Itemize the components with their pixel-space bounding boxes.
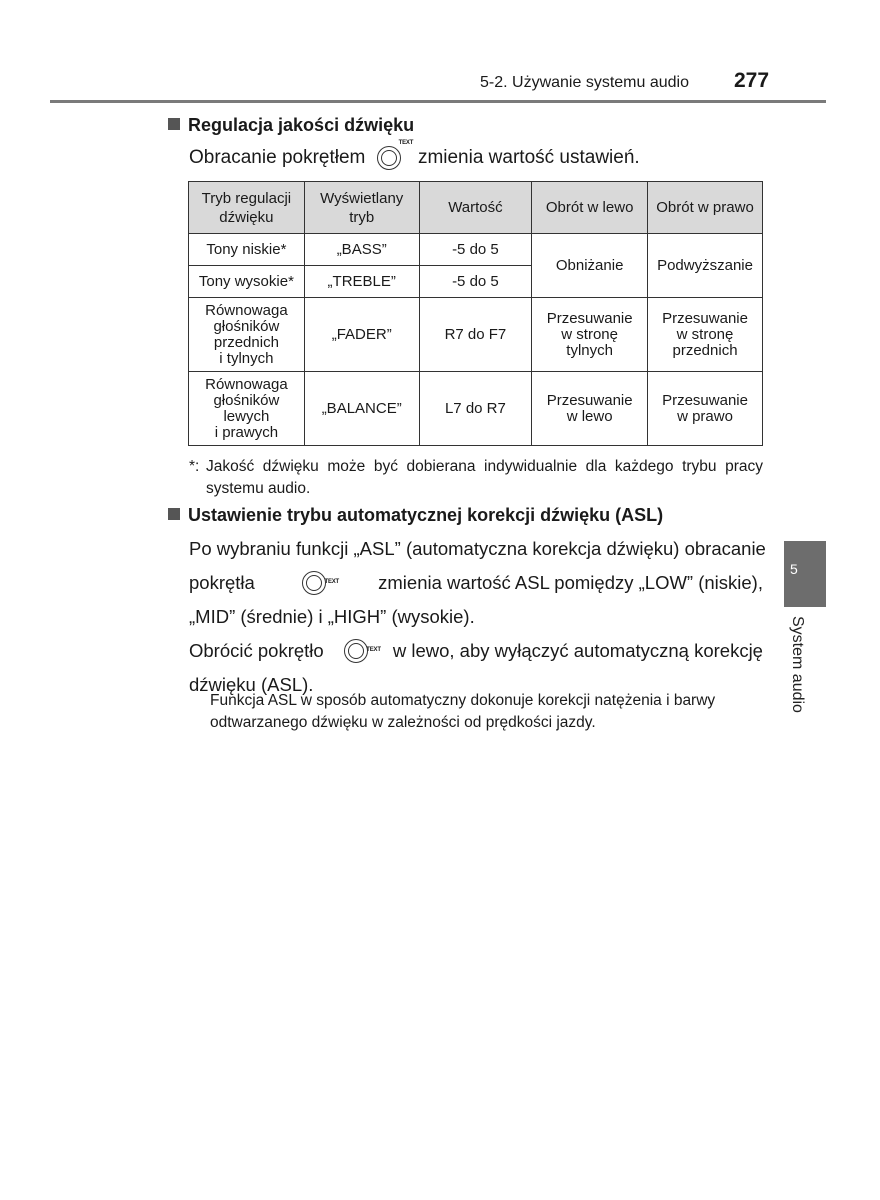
table-row <box>189 234 763 266</box>
asl-text: w lewo, aby wyłączyć automatyczną korekcję <box>392 640 763 661</box>
column-header: Obrót w prawo <box>648 182 763 234</box>
header-section-title: 5-2. Używanie systemu audio <box>480 74 689 91</box>
square-bullet-icon <box>168 508 180 520</box>
asl-note: Funkcja ASL w sposób automatyczny dokonuje korekcji natężenia i barwy odtwarzanego dźwięku w zależności od prędkości jazdy. <box>210 692 716 731</box>
intro-paragraph <box>189 140 640 172</box>
table-cell: Równowaga głośników przednich i tylnych <box>189 298 305 372</box>
table-cell: R7 do F7 <box>419 298 532 372</box>
table-cell: Tony niskie* <box>189 234 305 266</box>
page-number: 277 <box>734 69 770 92</box>
table-cell: „FADER” <box>304 298 419 372</box>
tune-knob-icon <box>344 637 381 665</box>
chapter-number: 5 <box>790 561 798 577</box>
table-cell: „TREBLE” <box>304 266 419 298</box>
asl-line <box>189 634 763 668</box>
column-header: Tryb regulacji dźwięku <box>189 182 305 234</box>
asl-paragraph <box>189 532 766 702</box>
column-header: Obrót w lewo <box>532 182 648 234</box>
heading-text: Ustawienie trybu automatycznej korekcji dźwięku (ASL) <box>188 505 664 525</box>
section-heading-asl <box>168 505 663 526</box>
footnote-mark: *: <box>189 458 200 475</box>
sound-settings-table <box>188 181 763 446</box>
table-cell: L7 do R7 <box>419 372 532 446</box>
asl-text: Obrócić pokrętło <box>189 640 324 661</box>
table-cell: Obniżanie <box>532 234 648 298</box>
section-heading-sound-quality <box>168 115 414 136</box>
intro-text-before: Obracanie pokrętłem <box>189 147 366 169</box>
knob-label: TEXT <box>366 647 381 653</box>
asl-line: dźwięku (ASL). <box>189 674 314 695</box>
asl-line: „MID” (średnie) i „HIGH” (wysokie). <box>189 606 475 627</box>
table-cell: Równowaga głośników lewych i prawych <box>189 372 305 446</box>
table-cell: Przesuwanie w lewo <box>532 372 648 446</box>
table-footnote <box>189 456 763 500</box>
table-row <box>189 298 763 372</box>
table-cell: Przesuwanie w stronę tylnych <box>532 298 648 372</box>
asl-text: pokrętła <box>189 572 255 593</box>
table-row <box>189 372 763 446</box>
knob-label: TEXT <box>324 579 340 585</box>
column-header: Wyświetlany tryb <box>304 182 419 234</box>
asl-line: Po wybraniu funkcji „ASL” (automatyczna korekcja dźwięku) obracanie <box>189 538 766 559</box>
heading-text: Regulacja jakości dźwięku <box>188 115 415 135</box>
table-cell: -5 do 5 <box>419 234 532 266</box>
table-cell: „BASS” <box>304 234 419 266</box>
table-header-row <box>189 182 763 234</box>
table-cell: Przesuwanie w stronę przednich <box>648 298 763 372</box>
table-cell: -5 do 5 <box>419 266 532 298</box>
tune-knob-icon <box>377 140 414 172</box>
table-cell: Przesuwanie w prawo <box>648 372 763 446</box>
square-bullet-icon <box>168 118 180 130</box>
table-cell: „BALANCE” <box>304 372 419 446</box>
table-cell: Podwyższanie <box>648 234 763 298</box>
asl-text: zmienia wartość ASL pomiędzy „LOW” (niskie), <box>378 572 763 593</box>
asl-line <box>189 566 763 600</box>
tune-knob-icon <box>302 569 340 597</box>
header-divider <box>50 100 826 103</box>
intro-text-after: zmienia wartość ustawień. <box>417 147 640 169</box>
column-header: Wartość <box>419 182 532 234</box>
table-cell: Tony wysokie* <box>189 266 305 298</box>
knob-label: TEXT <box>398 140 414 146</box>
footnote-text: Jakość dźwięku może być dobierana indywidualnie dla każdego trybu pracy systemu audio. <box>206 458 763 497</box>
chapter-label: System audio <box>789 616 806 713</box>
